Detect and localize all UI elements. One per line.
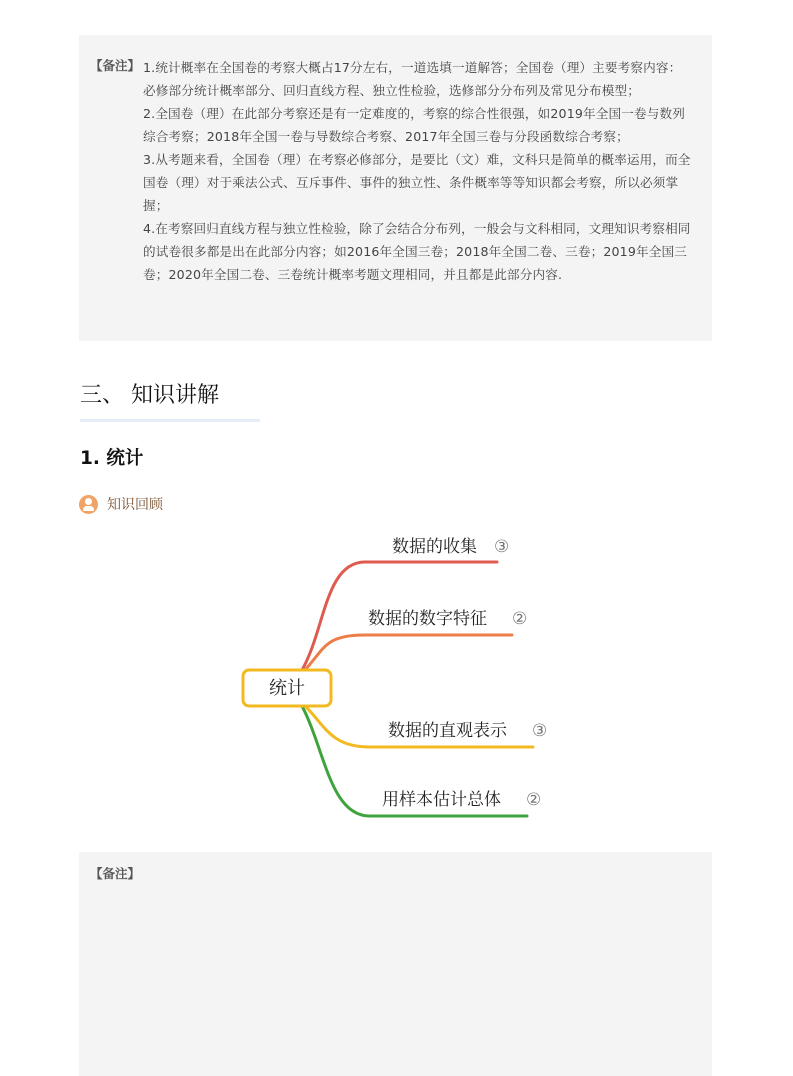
note-list — [143, 56, 693, 286]
section-title: 三、 知识讲解 — [80, 383, 219, 408]
branch-label-collect: 数据的收集 — [392, 537, 477, 557]
branch-label-visual: 数据的直观表示 — [388, 721, 507, 741]
branch-badge-sample: ② — [526, 790, 542, 810]
note-box-1 — [79, 35, 712, 341]
mind-map — [230, 520, 560, 825]
note-item: 3.从考题来看，全国卷（理）在考察必修部分，是要比（文）难，文科只是简单的概率运用，而全国卷（理）对于乘法公式、互斥事件、事件的独立性、条件概率等等知识都会考察，所以必须掌握； — [143, 152, 691, 213]
root-node-label: 统计 — [269, 678, 305, 699]
note-tag: 【备注】 — [90, 58, 141, 73]
section-underline — [80, 419, 260, 422]
knowledge-review — [79, 493, 163, 515]
note-box-2 — [79, 852, 712, 1076]
branch-badge-features: ② — [512, 609, 528, 629]
subsection-title: 1. 统计 — [80, 448, 144, 469]
branch-badge-collect: ③ — [494, 537, 510, 557]
branch-label-features: 数据的数字特征 — [368, 609, 487, 629]
note-item: 4.在考察回归直线方程与独立性检验，除了会结合分布列，一般会与文科相同，文理知识考察相同的试卷很多都是出在此部分内容；如2016年全国三卷；2018年全国二卷、三卷；2019年全国三卷；2020年全国二卷、三卷统计概率考题文理相同，并且都是此部分内容. — [143, 221, 691, 282]
note-tag: 【备注】 — [90, 866, 141, 881]
branch-badge-visual: ③ — [532, 721, 548, 741]
branch-label-sample: 用样本估计总体 — [382, 790, 501, 810]
note-item: 2.全国卷（理）在此部分考察还是有一定难度的，考察的综合性很强，如2019年全国一卷与数列综合考察；2018年全国一卷与导数综合考察、2017年全国三卷与分段函数综合考察； — [143, 106, 685, 144]
note-item: 1.统计概率在全国卷的考察大概占17分左右，一道选填一道解答；全国卷（理）主要考察内容：必修部分统计概率部分、回归直线方程、独立性检验，选修部分分布列及常见分布模型； — [143, 60, 682, 98]
knowledge-review-label: 知识回顾 — [107, 497, 163, 513]
branch-line-features — [305, 635, 512, 670]
person-icon — [79, 495, 98, 514]
